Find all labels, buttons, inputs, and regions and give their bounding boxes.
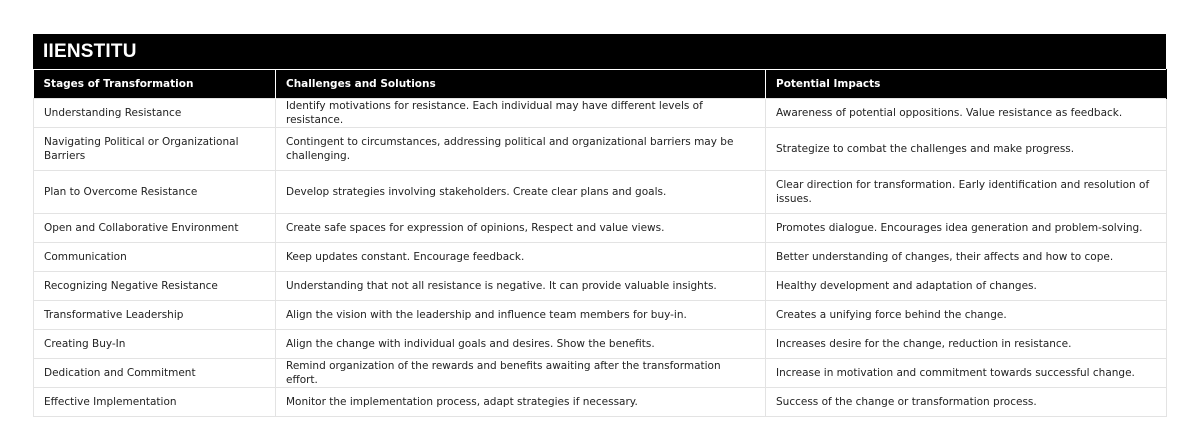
header-stages: Stages of Transformation: [34, 70, 276, 99]
table-row: [34, 243, 1167, 272]
cell-impact: Promotes dialogue. Encourages idea generation and problem-solving.: [766, 214, 1167, 243]
cell-stage: Understanding Resistance: [34, 99, 276, 128]
table-row: [34, 99, 1167, 128]
header-challenges: Challenges and Solutions: [276, 70, 766, 99]
cell-impact: Awareness of potential oppositions. Value resistance as feedback.: [766, 99, 1167, 128]
cell-challenge: Understanding that not all resistance is negative. It can provide valuable insights.: [276, 272, 766, 301]
cell-challenge: Align the vision with the leadership and influence team members for buy-in.: [276, 301, 766, 330]
cell-challenge: Develop strategies involving stakeholders. Create clear plans and goals.: [276, 171, 766, 214]
table-row: [34, 272, 1167, 301]
cell-impact: Creates a unifying force behind the change.: [766, 301, 1167, 330]
cell-challenge: Identify motivations for resistance. Each individual may have different levels of resistance.: [276, 99, 766, 128]
table-row: [34, 388, 1167, 417]
cell-stage: Open and Collaborative Environment: [34, 214, 276, 243]
cell-impact: Healthy development and adaptation of changes.: [766, 272, 1167, 301]
table-row: [34, 171, 1167, 214]
table-header-row: [34, 70, 1167, 99]
cell-challenge: Remind organization of the rewards and benefits awaiting after the transformation effort.: [276, 359, 766, 388]
table-row: [34, 128, 1167, 171]
table-row: [34, 330, 1167, 359]
cell-stage: Creating Buy-In: [34, 330, 276, 359]
cell-challenge: Monitor the implementation process, adapt strategies if necessary.: [276, 388, 766, 417]
cell-challenge: Align the change with individual goals and desires. Show the benefits.: [276, 330, 766, 359]
cell-stage: Transformative Leadership: [34, 301, 276, 330]
cell-impact: Better understanding of changes, their affects and how to cope.: [766, 243, 1167, 272]
cell-challenge: Create safe spaces for expression of opinions, Respect and value views.: [276, 214, 766, 243]
transformation-table-container: [33, 34, 1166, 417]
cell-stage: Navigating Political or Organizational Barriers: [34, 128, 276, 171]
cell-stage: Dedication and Commitment: [34, 359, 276, 388]
cell-impact: Success of the change or transformation process.: [766, 388, 1167, 417]
transformation-table: [33, 69, 1167, 417]
cell-impact: Clear direction for transformation. Early identification and resolution of issues.: [766, 171, 1167, 214]
cell-impact: Increases desire for the change, reduction in resistance.: [766, 330, 1167, 359]
table-row: [34, 301, 1167, 330]
header-impacts: Potential Impacts: [766, 70, 1167, 99]
cell-stage: Plan to Overcome Resistance: [34, 171, 276, 214]
cell-challenge: Contingent to circumstances, addressing political and organizational barriers may be challenging.: [276, 128, 766, 171]
brand-header: [33, 34, 1166, 69]
table-row: [34, 359, 1167, 388]
cell-impact: Strategize to combat the challenges and make progress.: [766, 128, 1167, 171]
cell-impact: Increase in motivation and commitment towards successful change.: [766, 359, 1167, 388]
cell-stage: Communication: [34, 243, 276, 272]
cell-stage: Recognizing Negative Resistance: [34, 272, 276, 301]
cell-stage: Effective Implementation: [34, 388, 276, 417]
cell-challenge: Keep updates constant. Encourage feedback.: [276, 243, 766, 272]
table-row: [34, 214, 1167, 243]
brand-title: IIENSTITU: [43, 40, 137, 62]
